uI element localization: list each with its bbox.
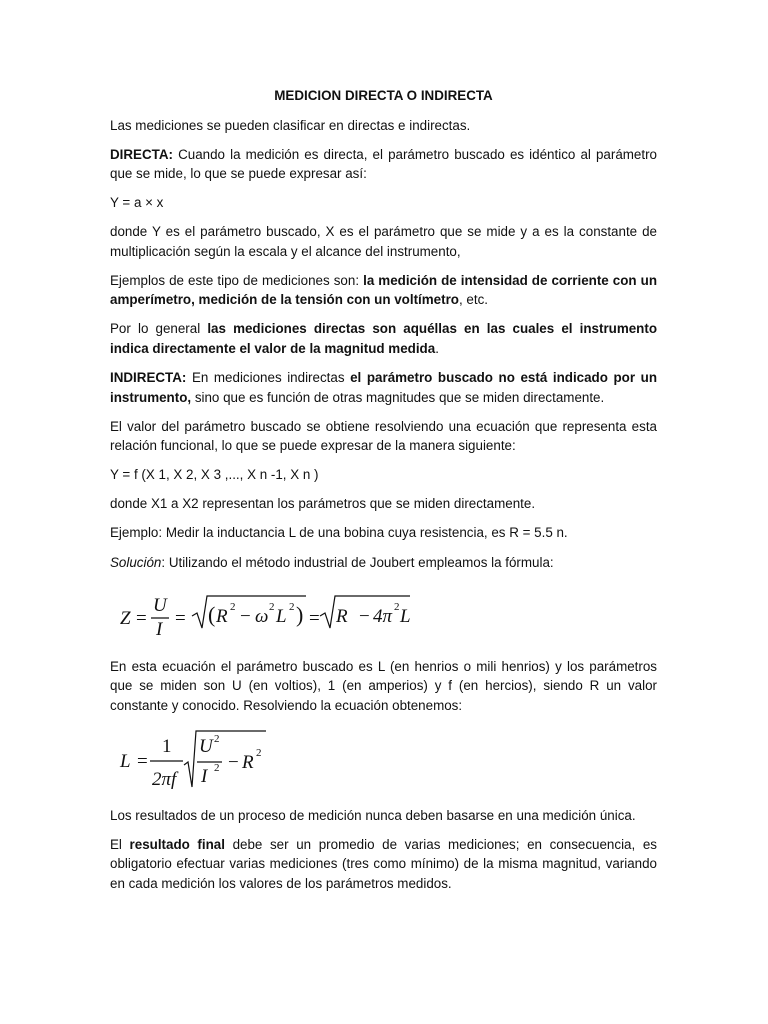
formula2-r: R <box>242 751 254 773</box>
formula-equals-2: = <box>175 607 186 629</box>
formula-exp-r: 2 <box>230 600 236 613</box>
formula-joubert-svg <box>110 582 410 644</box>
formula-joubert <box>110 582 657 644</box>
formula2-minus: − <box>228 751 239 773</box>
final-text-2: debe ser un promedio de varias mediciones; en consecuencia, es obligatorio efectuar varias mediciones (tres como mínimo) de la misma magnitud, variando en cada medición los valores de los parámetros medidos. <box>110 836 657 891</box>
formula-four-pi: 4π <box>373 605 393 627</box>
formula-equals-3: = <box>309 607 320 629</box>
formula2-equals: = <box>137 750 148 772</box>
page-title: MEDICION DIRECTA O INDIRECTA <box>274 88 493 103</box>
formula-u: U <box>153 594 167 616</box>
formula2-exp-r: 2 <box>256 746 262 759</box>
final-bold: resultado final <box>129 836 225 852</box>
formula-equals-1: = <box>136 607 147 629</box>
formula2-exp-i: 2 <box>214 761 220 774</box>
solucion-label: Solución <box>110 554 162 570</box>
ejemplo-paragraph: Ejemplo: Medir la inductancia L de una bobina cuya resistencia, es R = 5.5 n. <box>110 525 568 541</box>
formula-inductance <box>110 725 657 793</box>
equation-direct: Y = a × x <box>110 195 164 211</box>
valor-paragraph: El valor del parámetro buscado se obtiene resolviendo una ecuación que representa esta relación funcional, lo que se puede expresar de la manera siguiente: <box>110 418 657 454</box>
general-text-1: Por lo general <box>110 321 208 337</box>
formula-omega: ω <box>255 605 269 627</box>
formula-paren-close: ) <box>296 601 304 627</box>
formula-minus-2: − <box>359 605 370 627</box>
general-text-2: . <box>435 340 439 356</box>
formula-z: Z <box>120 607 131 629</box>
formula-r: R <box>216 605 228 627</box>
document-body <box>110 86 657 903</box>
intro-paragraph: Las mediciones se pueden clasificar en directas e indirectas. <box>110 117 471 133</box>
final-text-1: El <box>110 836 130 852</box>
ejemplos-bold: la medición de intensidad de corriente con un amperímetro, medición de la tensión con un voltímetro <box>110 272 657 308</box>
directa-paragraph <box>110 145 657 184</box>
general-paragraph <box>110 319 657 358</box>
formula-inductance-svg <box>110 725 290 793</box>
indirecta-bold: el parámetro buscado no está indicado por un instrumento, <box>110 370 657 405</box>
formula2-exp-u: 2 <box>214 732 220 745</box>
esta-ecuacion-paragraph: En esta ecuación el parámetro buscado es L (en henrios o mili henrios) y los parámetros que se miden son U (en voltios), 1 (en amperios) y f (en hercios), siendo R un valor constante y conocido. Resolviendo la ecuación obtenemos: <box>110 658 657 713</box>
equation-function: Y = f (X 1, X 2, X 3 ,..., X n -1, X n ) <box>110 467 319 483</box>
ejemplos-text-1: Ejemplos de este tipo de mediciones son: <box>110 272 364 288</box>
formula-paren-open: ( <box>208 601 216 627</box>
formula-l2: L <box>400 605 410 627</box>
formula-i: I <box>156 618 163 640</box>
formula2-denominator: 2πf <box>152 768 177 790</box>
formula2-radical <box>184 731 266 787</box>
formula2-one: 1 <box>162 735 172 757</box>
resultados-paragraph: Los resultados de un proceso de medición nunca deben basarse en una medición única. <box>110 807 636 823</box>
formula2-l: L <box>120 750 131 772</box>
directa-label: DIRECTA: <box>110 146 173 162</box>
donde-paragraph-2: donde X1 a X2 representan los parámetros que se miden directamente. <box>110 496 536 512</box>
formula2-u: U <box>199 735 213 757</box>
formula-r2: R <box>336 605 348 627</box>
indirecta-text-2: sino que es función de otras magnitudes que se miden directamente. <box>191 389 605 405</box>
formula-exp-pi: 2 <box>394 600 400 613</box>
ejemplos-text-2: , etc. <box>458 292 488 308</box>
solucion-paragraph <box>110 553 657 573</box>
indirecta-paragraph <box>110 368 657 407</box>
solucion-text: : Utilizando el método industrial de Joubert empleamos la fórmula: <box>161 554 554 570</box>
donde-paragraph-1: donde Y es el parámetro buscado, X es el parámetro que se mide y a es la constante de multiplicación según la escala y el alcance del instrumento, <box>110 224 657 259</box>
formula-l: L <box>276 605 287 627</box>
ejemplos-paragraph <box>110 271 657 310</box>
formula-exp-omega: 2 <box>269 600 275 613</box>
indirecta-text-1: En mediciones indirectas <box>186 370 351 386</box>
indirecta-label: INDIRECTA: <box>110 370 187 386</box>
formula-minus-1: − <box>240 605 251 627</box>
final-paragraph <box>110 835 657 894</box>
formula2-i: I <box>201 765 208 787</box>
general-bold: las mediciones directas son aquéllas en las cuales el instrumento indica directamente el valor de la magnitud medida <box>110 321 658 356</box>
directa-text: Cuando la medición es directa, el parámetro buscado es idéntico al parámetro que se mide, lo que se puede expresar así: <box>110 146 657 182</box>
formula-exp-l: 2 <box>289 600 295 613</box>
